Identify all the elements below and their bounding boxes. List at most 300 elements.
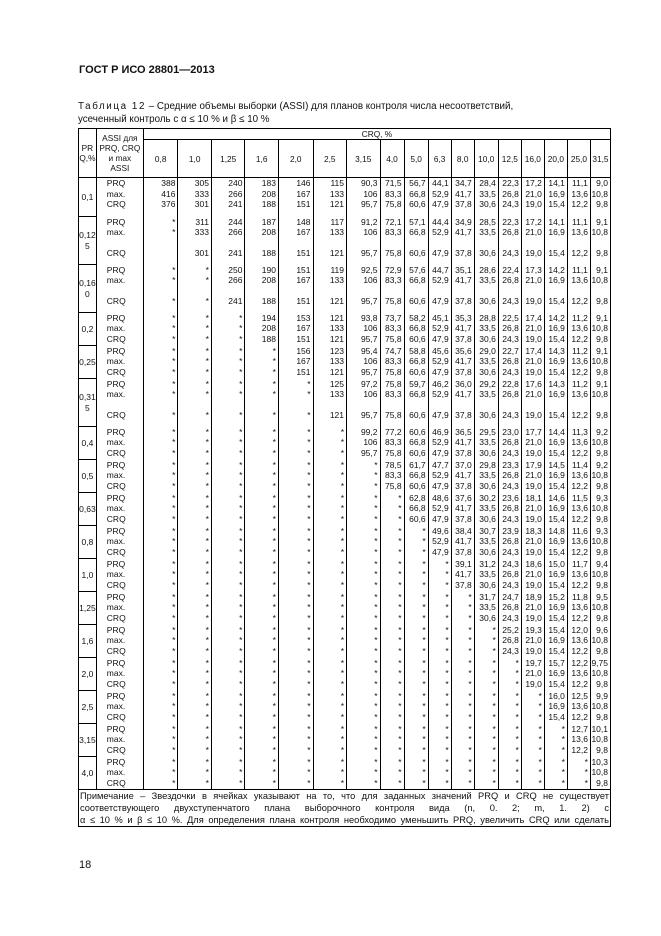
assi-value-cell: [143, 526, 178, 559]
assi-value: 19,0: [525, 678, 542, 689]
assi-value: 60,6: [409, 333, 426, 344]
assi-value: *: [445, 678, 449, 689]
assi-value-cell: [211, 379, 245, 427]
assi-value: *: [272, 777, 276, 788]
crq-value-header: 6,3: [428, 140, 451, 178]
assi-value-cell: [451, 559, 474, 592]
assi-value: [429, 286, 449, 297]
assi-value: [178, 238, 209, 249]
assi-value: 18,1: [525, 492, 542, 503]
assi-value: *: [445, 668, 449, 678]
assi-label: max.: [106, 767, 126, 777]
assi-value: *: [205, 657, 209, 668]
assi-value: *: [272, 513, 276, 524]
assi-value-cell: [380, 691, 404, 724]
assi-value: *: [239, 645, 243, 656]
assi-value: *: [172, 602, 176, 612]
assi-value: *: [307, 723, 311, 734]
assi-value: 17,4: [525, 345, 542, 356]
crq-value-header: 2,0: [278, 140, 313, 178]
assi-value: 18,3: [525, 525, 542, 536]
assi-value: 58,8: [409, 345, 426, 356]
assi-value: 9,8: [596, 612, 608, 623]
assi-value: 9,1: [596, 378, 608, 389]
assi-value: 12,5: [571, 690, 588, 701]
assi-value: 37,8: [455, 410, 472, 420]
assi-value: [568, 238, 588, 249]
assi-value: 26,8: [502, 188, 519, 199]
assi-value: 66,8: [409, 188, 426, 199]
assi-value: 12,2: [571, 480, 588, 491]
assi-value: 35,3: [455, 312, 472, 323]
assi-label: max.: [106, 569, 126, 579]
assi-value-cell: [544, 658, 567, 691]
assi-value: 66,8: [409, 227, 426, 237]
prq-group-row: [79, 346, 611, 379]
assi-value: *: [172, 525, 176, 536]
assi-value: *: [492, 690, 496, 701]
assi-value: 33,5: [479, 227, 496, 237]
assi-value: 14,2: [548, 312, 565, 323]
assi-value: *: [205, 389, 209, 399]
assi-value: *: [445, 767, 449, 777]
assi-value: *: [272, 723, 276, 734]
prq-value: 0,31: [79, 392, 96, 402]
assi-value-cell: [178, 625, 212, 658]
assi-value: 121: [329, 248, 344, 258]
assi-value: *: [492, 624, 496, 635]
assi-value: *: [307, 701, 311, 711]
assi-value-cell: [544, 265, 567, 313]
assi-value: *: [340, 645, 344, 656]
assi-value: 71,5: [385, 178, 402, 188]
assi-value: [452, 238, 472, 249]
assi-value: *: [272, 366, 276, 377]
assi-value-cell: [521, 460, 544, 493]
assi-value-cell: [245, 178, 279, 217]
assi-value-cell: [428, 724, 451, 757]
assi-value: 9,0: [596, 178, 608, 188]
prq-value-cell: [79, 178, 97, 217]
assi-value: 14,3: [548, 378, 565, 389]
assi-value: 24,7: [502, 591, 519, 602]
assi-value: 188: [261, 248, 276, 258]
assi-value: 92,5: [360, 264, 378, 275]
assi-value: *: [445, 624, 449, 635]
assi-value-cell: [590, 592, 610, 625]
assi-value: *: [340, 591, 344, 602]
assi-value: [545, 286, 565, 297]
assi-value: 13,6: [571, 734, 588, 744]
assi-value: 13,6: [571, 701, 588, 711]
assi-value: 9,5: [596, 591, 608, 602]
assi-value: *: [239, 602, 243, 612]
assi-value: 11,3: [572, 426, 588, 437]
assi-value-cell: [245, 559, 279, 592]
assi-value: *: [538, 756, 542, 767]
assi-value: *: [239, 480, 243, 491]
assi-value: *: [205, 447, 209, 458]
prq-value-cell: [79, 691, 97, 724]
assi-value: *: [205, 756, 209, 767]
assi-value: 22,5: [502, 312, 519, 323]
assi-value: *: [492, 678, 496, 689]
assi-value-cell: [544, 178, 567, 217]
assi-label: CRQ: [106, 513, 126, 524]
assi-value-cell: [143, 265, 178, 313]
assi-value: 37,8: [455, 579, 472, 590]
assi-value: *: [272, 480, 276, 491]
assi-value: 52,9: [432, 275, 449, 285]
assi-value: 97,2: [360, 378, 378, 389]
assi-value: 15,4: [548, 579, 565, 590]
assi-value: 12,2: [571, 678, 588, 689]
assi-value: 15,4: [548, 546, 565, 557]
assi-value: *: [538, 701, 542, 711]
assi-value: 47,9: [432, 447, 449, 458]
assi-value: 29,5: [479, 426, 496, 437]
assi-value: 10,8: [591, 668, 608, 678]
assi-value-cell: [474, 625, 498, 658]
assi-value-cell: [211, 460, 245, 493]
assi-value: *: [445, 602, 449, 612]
assi-value: *: [172, 711, 176, 722]
assi-value: 13,6: [571, 668, 588, 678]
assi-value: *: [340, 701, 344, 711]
assi-value-cell: [567, 313, 590, 346]
assi-value: 146: [296, 178, 311, 188]
assi-value: *: [374, 569, 378, 579]
assi-value-cell: [245, 217, 279, 265]
assi-value: 10,8: [591, 503, 608, 513]
assi-value-cell: [245, 724, 279, 757]
prq-group-row: [79, 265, 611, 313]
assi-value-cell: [178, 526, 212, 559]
assi-value: 11,5: [572, 492, 588, 503]
assi-value: *: [307, 492, 311, 503]
assi-value: 12,2: [571, 744, 588, 755]
assi-value: *: [398, 690, 402, 701]
assi-value-cell: [245, 691, 279, 724]
assi-value-cell: [498, 757, 521, 790]
assi-value-cell: [428, 559, 451, 592]
assi-value: 57,1: [409, 216, 426, 227]
assi-value-cell: [211, 592, 245, 625]
assi-value: 133: [329, 227, 344, 237]
assi-label: CRQ: [106, 199, 126, 209]
assi-header-line: ASSI для: [102, 133, 138, 143]
assi-label: CRQ: [106, 546, 126, 557]
assi-value: 21,0: [525, 275, 542, 285]
assi-value: *: [307, 777, 311, 788]
assi-value-cell: [544, 460, 567, 493]
assi-value: *: [398, 591, 402, 602]
assi-value-cell: [544, 724, 567, 757]
assi-label: [107, 286, 143, 297]
assi-value: 66,8: [409, 356, 426, 366]
prq-group-row: [79, 559, 611, 592]
assi-value: 83,3: [385, 188, 402, 199]
assi-value: 11,6: [572, 525, 588, 536]
assi-value: 19,0: [525, 480, 542, 491]
assi-value-cell: [347, 658, 381, 691]
assi-value-cell: [178, 427, 212, 460]
assi-label: PRQ: [106, 492, 126, 503]
assi-value: 9,8: [596, 744, 608, 755]
assi-value: 24,3: [502, 296, 519, 306]
assi-value: 26,8: [502, 503, 519, 513]
assi-value: [347, 238, 378, 249]
assi-value: *: [172, 569, 176, 579]
assi-value-cell: [178, 559, 212, 592]
assi-value: 151: [296, 264, 311, 275]
assi-value-cell: [521, 265, 544, 313]
assi-value: 13,6: [571, 470, 588, 480]
assi-value: *: [272, 657, 276, 668]
assi-value-cell: [278, 526, 313, 559]
prq-group-row: [79, 658, 611, 691]
assi-value: 24,3: [502, 480, 519, 491]
assi-value: 41,7: [455, 437, 472, 447]
assi-value: *: [307, 657, 311, 668]
assi-value: 60,6: [409, 366, 426, 377]
assi-value: *: [205, 569, 209, 579]
assi-value-cell: [474, 691, 498, 724]
assi-value: *: [398, 744, 402, 755]
crq-value-header: 2,5: [313, 140, 347, 178]
assi-value: [212, 400, 243, 411]
assi-value: *: [422, 678, 426, 689]
assi-value: *: [374, 767, 378, 777]
prq-group-row: [79, 217, 611, 265]
assi-value: 33,5: [479, 188, 496, 199]
assi-label: CRQ: [106, 645, 126, 656]
assi-value: *: [272, 756, 276, 767]
assi-value: 333: [194, 188, 209, 199]
assi-value: *: [172, 378, 176, 389]
assi-value: *: [307, 447, 311, 458]
assi-value-cell: [474, 724, 498, 757]
assi-value: 60,6: [409, 513, 426, 524]
assi-value: 194: [261, 312, 276, 323]
assi-label: PRQ: [106, 690, 126, 701]
assi-value: *: [172, 513, 176, 524]
assi-value-cell: [178, 658, 212, 691]
assi-value: 167: [296, 188, 311, 199]
assi-value: *: [307, 569, 311, 579]
assi-value: 11,7: [572, 558, 588, 569]
assi-value: [212, 238, 243, 249]
assi-value: *: [398, 492, 402, 503]
assi-value: 16,9: [548, 569, 565, 579]
assi-value: 106: [363, 437, 378, 447]
assi-value-cell: [521, 625, 544, 658]
assi-value: *: [239, 378, 243, 389]
assi-value: [314, 400, 345, 411]
assi-value: 9,8: [596, 546, 608, 557]
assi-value: 9,3: [596, 525, 608, 536]
assi-value: 9,1: [596, 345, 608, 356]
assi-value-cell: [521, 724, 544, 757]
assi-value: 24,3: [502, 366, 519, 377]
assi-value: 41,7: [455, 275, 472, 285]
assi-value-cell: [474, 217, 498, 265]
assi-value: 26,8: [502, 323, 519, 333]
assi-value: *: [239, 723, 243, 734]
assi-value: *: [340, 744, 344, 755]
assi-value-cell: [278, 460, 313, 493]
assi-value-cell: [451, 427, 474, 460]
assi-value: *: [468, 645, 472, 656]
prq-group-row: [79, 592, 611, 625]
assi-value: 12,2: [571, 248, 588, 258]
assi-value-cell: [178, 313, 212, 346]
assi-value-cell: [178, 592, 212, 625]
assi-value: [347, 400, 378, 411]
assi-value: 93,8: [360, 312, 378, 323]
assi-value: 12,2: [571, 296, 588, 306]
assi-value: *: [307, 536, 311, 546]
assi-value-cell: [451, 757, 474, 790]
assi-value: 60,6: [409, 296, 426, 306]
assi-value: 52,9: [432, 470, 449, 480]
assi-value: *: [172, 459, 176, 470]
assi-value-cell: [544, 427, 567, 460]
assi-value: 66,8: [409, 503, 426, 513]
assi-label: PRQ: [106, 378, 126, 389]
assi-value: *: [398, 558, 402, 569]
assi-value-cell: [474, 493, 498, 526]
note-line: соответствующего двухступенчатого плана выборочного контроля вида (n, 0. 2; m, 1. 2) с: [80, 803, 609, 813]
assi-value-cell: [313, 379, 347, 427]
assi-value: 16,9: [548, 503, 565, 513]
assi-value: 52,9: [432, 389, 449, 399]
assi-value: 58,2: [409, 312, 426, 323]
assi-value-cell: [404, 625, 428, 658]
assi-value-cell: [347, 724, 381, 757]
assi-value: 23,9: [502, 525, 519, 536]
prq-value-cell: [79, 313, 97, 346]
assi-value: 16,9: [548, 323, 565, 333]
assi-value-cell: [278, 592, 313, 625]
assi-label: CRQ: [106, 612, 126, 623]
assi-value: *: [172, 767, 176, 777]
assi-value-cell: [567, 526, 590, 559]
assi-value: 56,7: [409, 178, 426, 188]
assi-value-cell: [544, 217, 567, 265]
assi-value: 208: [261, 275, 276, 285]
assi-value-cell: [521, 757, 544, 790]
assi-value: *: [374, 701, 378, 711]
prq-column-header: [79, 129, 97, 178]
assi-value: 244: [228, 216, 243, 227]
page-number: 18: [79, 859, 92, 871]
assi-value: 106: [363, 323, 378, 333]
assi-value: *: [538, 744, 542, 755]
assi-value: *: [239, 591, 243, 602]
assi-value: *: [561, 756, 565, 767]
assi-value: 30,6: [479, 579, 496, 590]
assi-value: 33,5: [479, 602, 496, 612]
assi-label: CRQ: [106, 333, 126, 344]
assi-value: 9,4: [596, 558, 608, 569]
assi-value-cell: [380, 346, 404, 379]
assi-value: 75,8: [385, 480, 402, 491]
assi-value-cell: [347, 526, 381, 559]
assi-value-cell: [544, 691, 567, 724]
assi-value: 24,3: [502, 513, 519, 524]
assi-value: 17,4: [525, 312, 542, 323]
assi-value: *: [172, 345, 176, 356]
crq-values-header-row: [79, 140, 611, 178]
assi-value: *: [374, 777, 378, 788]
assi-value: *: [398, 569, 402, 579]
assi-value: 52,9: [432, 503, 449, 513]
assi-value: 156: [296, 345, 311, 356]
assi-value: *: [272, 503, 276, 513]
assi-value-cell: [211, 265, 245, 313]
prq-header-line: PR: [81, 143, 94, 153]
assi-value: *: [307, 426, 311, 437]
assi-value-cell: [567, 217, 590, 265]
assi-value: *: [307, 645, 311, 656]
assi-value: *: [422, 690, 426, 701]
assi-value: 95,7: [360, 333, 378, 344]
assi-value: *: [205, 635, 209, 645]
assi-value: *: [272, 701, 276, 711]
assi-value-cell: [347, 265, 381, 313]
assi-value-cell: [474, 265, 498, 313]
assi-value: 33,5: [479, 356, 496, 366]
assi-value: *: [205, 356, 209, 366]
assi-value: 24,3: [502, 248, 519, 258]
assi-value: *: [172, 744, 176, 755]
assi-value: *: [340, 426, 344, 437]
assi-value: 15,4: [548, 513, 565, 524]
prq-group-row: [79, 526, 611, 559]
assi-value: 9,8: [596, 645, 608, 656]
assi-value: *: [398, 678, 402, 689]
assi-value: *: [398, 624, 402, 635]
assi-value: 9,8: [596, 248, 608, 258]
assi-value-cell: [313, 346, 347, 379]
assi-value-cell: [143, 217, 178, 265]
assi-value-cell: [278, 313, 313, 346]
prq-group-row: [79, 427, 611, 460]
assi-value: *: [398, 536, 402, 546]
assi-value: *: [205, 312, 209, 323]
assi-value: [314, 286, 345, 297]
prq-group-row: [79, 625, 611, 658]
assi-value-cell: [590, 217, 610, 265]
prq-value: 0,16: [79, 278, 96, 288]
prq-header-line: Q,%: [79, 153, 96, 163]
assi-value-cell: [313, 493, 347, 526]
assi-value-cell: [313, 625, 347, 658]
assi-value: 47,7: [432, 459, 449, 470]
assi-value: 301: [194, 248, 209, 258]
assi-value: 75,8: [385, 296, 402, 306]
assi-value: 26,8: [502, 227, 519, 237]
assi-value: 46,2: [432, 378, 449, 389]
assi-value: 15,4: [548, 447, 565, 458]
assi-value: [144, 400, 176, 411]
assi-value-cell: [143, 691, 178, 724]
prq-value: 0,63: [79, 503, 96, 514]
assi-value-cell: [498, 691, 521, 724]
assi-value: 14,1: [548, 178, 565, 188]
assi-value: *: [340, 558, 344, 569]
